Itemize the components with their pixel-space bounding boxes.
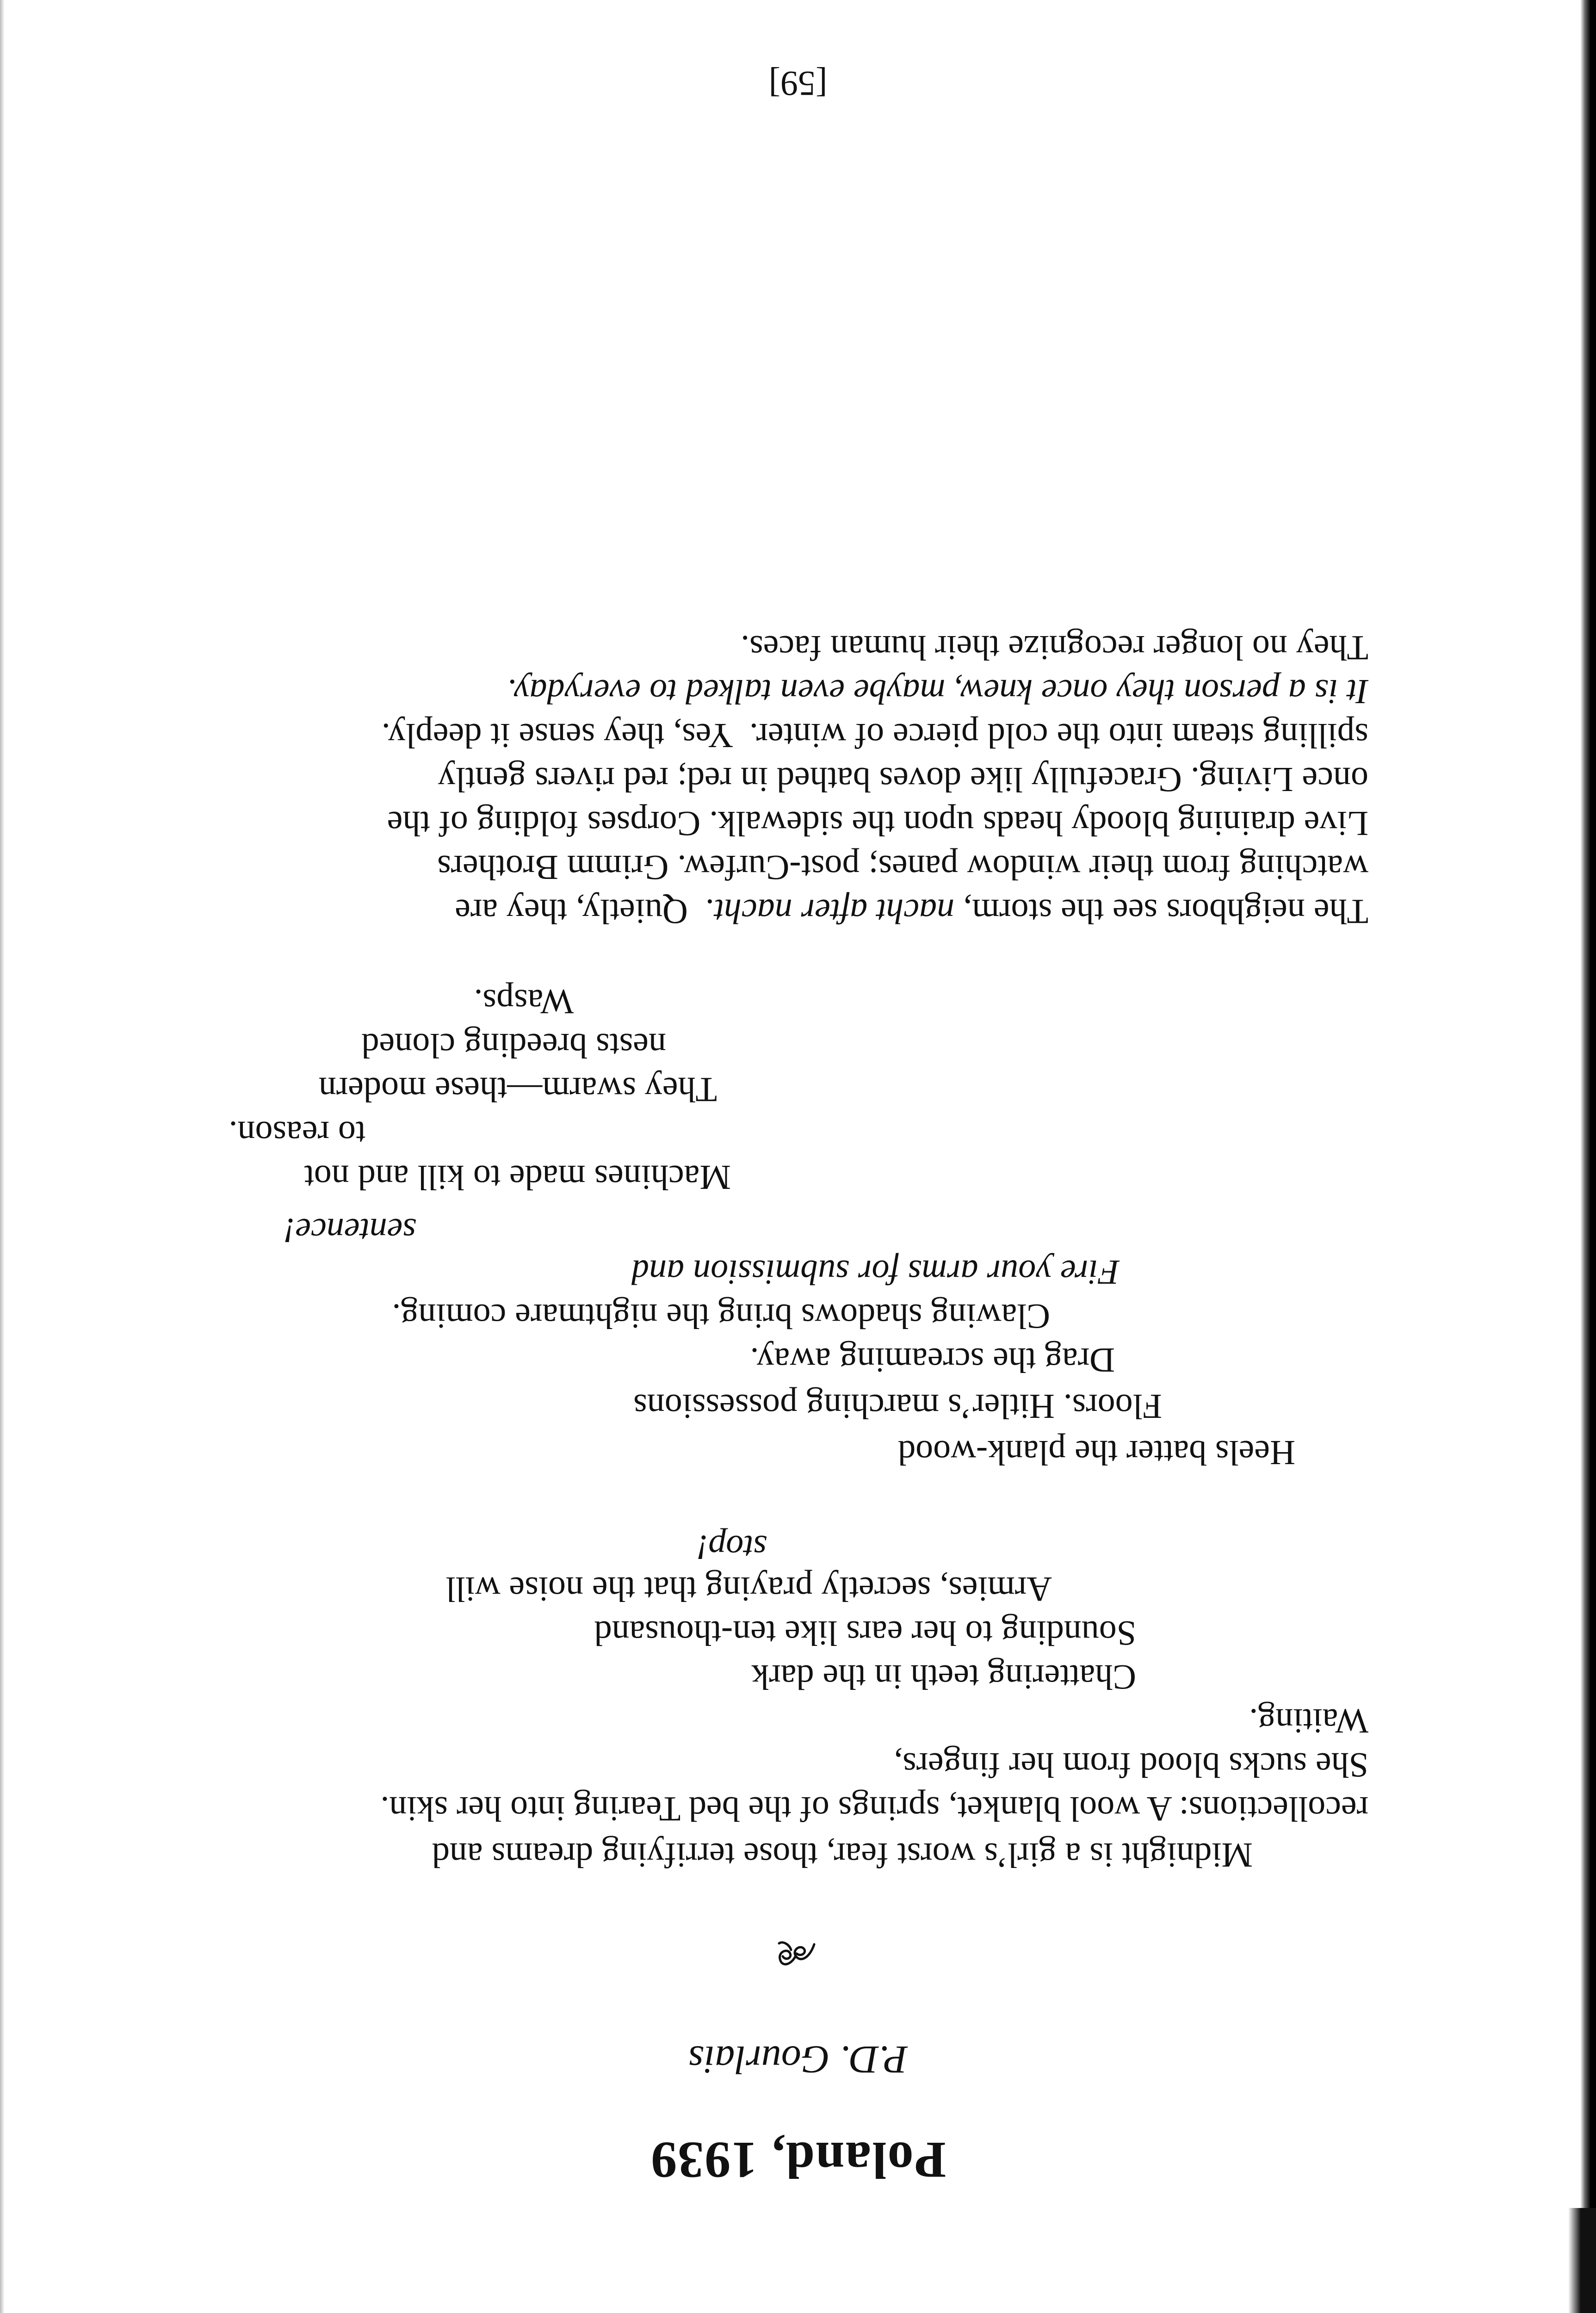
poem-line: Wasps.: [474, 982, 574, 1021]
poem-line: stop!: [697, 1528, 767, 1567]
poem-line: Live draining bloody heads upon the sidewalk. Corpses folding of the: [387, 804, 1368, 843]
poem-line: [455, 894, 1368, 929]
poem-line: Midnight is a girl’s worst fear, those terrifying dreams and: [432, 1836, 1253, 1874]
author-byline: [0, 2037, 1596, 2083]
poem-line: Machines made to kill and not: [304, 1158, 731, 1197]
poem-title: Poland, 1939: [650, 2131, 946, 2189]
poem-line: Sounding to her ears like ten-thousand: [594, 1614, 1136, 1652]
poem-line-emphasis: nacht after nacht: [714, 892, 955, 931]
page-number: [59]: [768, 64, 828, 103]
poem-line: Drag the screaming away.: [750, 1341, 1115, 1379]
poem-line: sentence!: [284, 1211, 416, 1250]
poem-line: nests breeding cloned: [361, 1026, 666, 1065]
poem-line: once Living. Gracefully like doves bathed in red; red rivers gently: [438, 760, 1368, 799]
poem-line: watching from their window panes; post-Curfew. Grimm Brothers: [437, 848, 1368, 887]
poem-line: They swarm—these modern: [318, 1070, 717, 1109]
scan-binding-shadow-top: [1568, 2208, 1596, 2313]
poem-line: Fire your arms for submission and: [631, 1253, 1120, 1292]
poem-line: Chattering teeth in the dark: [751, 1657, 1136, 1696]
poem-line: Armies, secretly praying that the noise will: [445, 1570, 1052, 1608]
poem-line-text: The neighbors see the storm,: [954, 892, 1368, 931]
scan-edge-shadow: [0, 0, 5, 2313]
poem-line: They no longer recognize their human faces.: [741, 628, 1368, 667]
poem-line: spilling steam into the cold pierce of winter. Yes, they sense it deeply.: [381, 716, 1368, 755]
poem-line: Floors. Hitler’s marching possessions: [633, 1387, 1162, 1426]
poem-line: Clawing shadows bring the nightmare coming.: [392, 1297, 1050, 1336]
poem-line-text: . Quietly, they are: [455, 892, 714, 931]
poem-line: recollections: A wool blanket, springs of the bed Tearing into her skin.: [380, 1789, 1368, 1828]
fleuron-icon: [776, 1935, 819, 1977]
poem-line: It is a person they once knew, maybe even talked to everyday.: [507, 672, 1368, 711]
poem-line: to reason.: [229, 1114, 365, 1153]
poem-line: Heels batter the plank-wood: [898, 1433, 1295, 1472]
poem-line: She sucks blood from her fingers,: [894, 1745, 1368, 1784]
author-name: P.D. Gourlais: [688, 2038, 908, 2082]
poem-line: Waiting.: [1249, 1701, 1368, 1740]
scan-binding-shadow: [1580, 0, 1596, 2313]
